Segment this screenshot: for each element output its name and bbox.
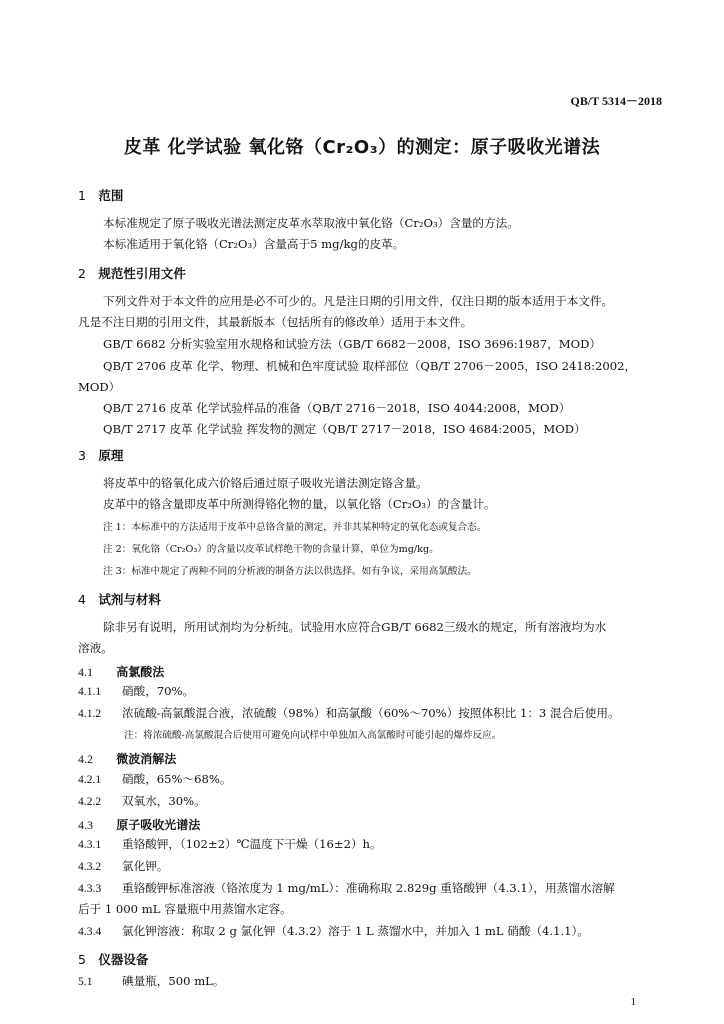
item-number: 4.3.1 xyxy=(78,838,102,851)
subsection-4-2-heading xyxy=(78,750,176,767)
section-1-heading xyxy=(78,186,123,204)
subsection-number: 4.1 xyxy=(78,665,93,679)
subsection-number: 4.2 xyxy=(78,752,93,766)
section-4-heading xyxy=(78,590,161,608)
section-title: 规范性引用文件 xyxy=(98,266,186,281)
item-text: 氯化钾溶液：称取 2 g 氯化钾（4.3.2）溶于 1 L 蒸馏水中，并加入 1 mL 硝酸（4.1.1）。 xyxy=(122,924,589,938)
item-text: 重铬酸钾，（102±2）℃温度下干燥（16±2）h。 xyxy=(122,837,382,851)
item-text: 硝酸，65%～68%。 xyxy=(122,772,232,786)
subsection-number: 4.3 xyxy=(78,818,93,832)
section-title: 范围 xyxy=(98,188,124,203)
section-number: 4 xyxy=(78,592,86,607)
section-3-heading xyxy=(78,446,123,464)
item-4-3-4 xyxy=(78,920,662,943)
item-text: 重铬酸钾标准溶液（铬浓度为 1 mg/mL）：准确称取 2.829g 重铬酸钾（4.3.1），用蒸馏水溶解 xyxy=(122,881,615,895)
page-number: 1 xyxy=(630,996,636,1008)
item-4-2-1 xyxy=(78,768,662,791)
item-text: 双氧水，30%。 xyxy=(122,794,206,808)
refs-intro-line-2: 凡是不注日期的引用文件，其最新版本（包括所有的修改单）适用于本文件。 xyxy=(78,315,473,329)
refs-intro-line-1: 下列文件对于本文件的应用是必不可少的。凡是注日期的引用文件，仅注日期的版本适用于本文件。 xyxy=(103,294,614,308)
item-4-1-2 xyxy=(78,702,662,725)
item-number: 4.2.1 xyxy=(78,773,102,786)
standard-code: QB/T 5314－2018 xyxy=(570,94,662,108)
principle-paragraph-2: 皮革中的铬含量即皮革中所测得铬化物的量，以氧化铬（Cr₂O₃）的含量计。 xyxy=(103,497,496,511)
item-5-1 xyxy=(78,970,662,993)
item-text: 碘量瓶，500 mL。 xyxy=(122,974,225,988)
reference-qbt2717: QB/T 2717 皮革 化学试验 挥发物的测定（QB/T 2717－2018，ISO 4684:2005，MOD） xyxy=(103,422,586,436)
scope-paragraph-1: 本标准规定了原子吸收光谱法测定皮革水萃取液中氧化铬（Cr₂O₃）含量的方法。 xyxy=(103,216,519,230)
item-number: 4.2.2 xyxy=(78,795,102,808)
principle-paragraph-1: 将皮革中的铬氧化成六价铬后通过原子吸收光谱法测定铬含量。 xyxy=(103,476,428,490)
section-title: 试剂与材料 xyxy=(98,592,161,607)
section-2-heading xyxy=(78,264,186,282)
subsection-4-3-heading xyxy=(78,816,200,833)
item-number: 4.3.3 xyxy=(78,882,102,895)
item-4-3-3-cont: 后于 1 000 mL 容量瓶中用蒸馏水定容。 xyxy=(78,902,292,916)
item-number: 4.3.4 xyxy=(78,925,102,938)
principle-note-3: 注 3：标准中规定了两种不同的分析液的制备方法以供选择。如有争议，采用高氯酸法。 xyxy=(103,566,477,577)
reagents-paragraph-line-2: 溶液。 xyxy=(78,641,113,655)
reagents-paragraph-line-1: 除非另有说明，所用试剂均为分析纯。试验用水应符合GB/T 6682三级水的规定，所有溶液均为水 xyxy=(103,620,607,634)
reference-qbt2716: QB/T 2716 皮革 化学试验样品的准备（QB/T 2716－2018，ISO 4044:2008，MOD） xyxy=(103,401,571,415)
item-number: 4.1.1 xyxy=(78,685,102,698)
document-title: 皮革 化学试验 氧化铬（Cr₂O₃）的测定：原子吸收光谱法 xyxy=(123,137,601,158)
section-number: 2 xyxy=(78,266,86,281)
subsection-title: 原子吸收光谱法 xyxy=(116,818,201,832)
subsection-title: 高氯酸法 xyxy=(116,665,165,679)
section-title: 仪器设备 xyxy=(98,952,149,967)
scope-paragraph-2: 本标准适用于氧化铬（Cr₂O₃）含量高于5 mg/kg的皮革。 xyxy=(103,237,405,251)
section-title: 原理 xyxy=(98,448,124,463)
section-number: 3 xyxy=(78,448,86,463)
subsection-title: 微波消解法 xyxy=(116,752,177,766)
item-text: 浓硫酸-高氯酸混合液，浓硫酸（98%）和高氯酸（60%～70%）按照体积比 1：3 混合后使用。 xyxy=(122,706,620,720)
item-number: 5.1 xyxy=(78,975,93,988)
section-number: 5 xyxy=(78,952,86,967)
item-4-3-3 xyxy=(78,877,662,900)
item-text: 氯化钾。 xyxy=(122,859,169,873)
item-4-1-1 xyxy=(78,680,662,703)
subsection-4-1-heading xyxy=(78,663,164,680)
section-5-heading xyxy=(78,950,148,968)
principle-note-1: 注 1：本标准中的方法适用于皮革中总铬含量的测定，并非其某种特定的氧化态或复合态。 xyxy=(103,522,487,533)
item-number: 4.1.2 xyxy=(78,707,102,720)
item-4-1-2-note: 注：将浓硫酸-高氯酸混合后使用可避免向试样中单独加入高氯酸时可能引起的爆炸反应。 xyxy=(124,730,502,741)
item-4-3-2 xyxy=(78,855,662,878)
section-number: 1 xyxy=(78,188,86,203)
item-text: 硝酸，70%。 xyxy=(122,684,195,698)
item-4-3-1 xyxy=(78,833,662,856)
principle-note-2: 注 2：氧化铬（Cr₂O₃）的含量以皮革试样绝干物的含量计算，单位为mg/kg。 xyxy=(103,544,439,555)
reference-qbt2706-cont: MOD） xyxy=(78,380,121,394)
item-number: 4.3.2 xyxy=(78,860,102,873)
reference-gbt6682: GB/T 6682 分析实验室用水规格和试验方法（GB/T 6682－2008，ISO 3696:1987，MOD） xyxy=(103,337,601,351)
item-4-2-2 xyxy=(78,790,662,813)
reference-qbt2706: QB/T 2706 皮革 化学、物理、机械和色牢度试验 取样部位（QB/T 2706－2005，ISO 2418:2002， xyxy=(103,359,637,373)
